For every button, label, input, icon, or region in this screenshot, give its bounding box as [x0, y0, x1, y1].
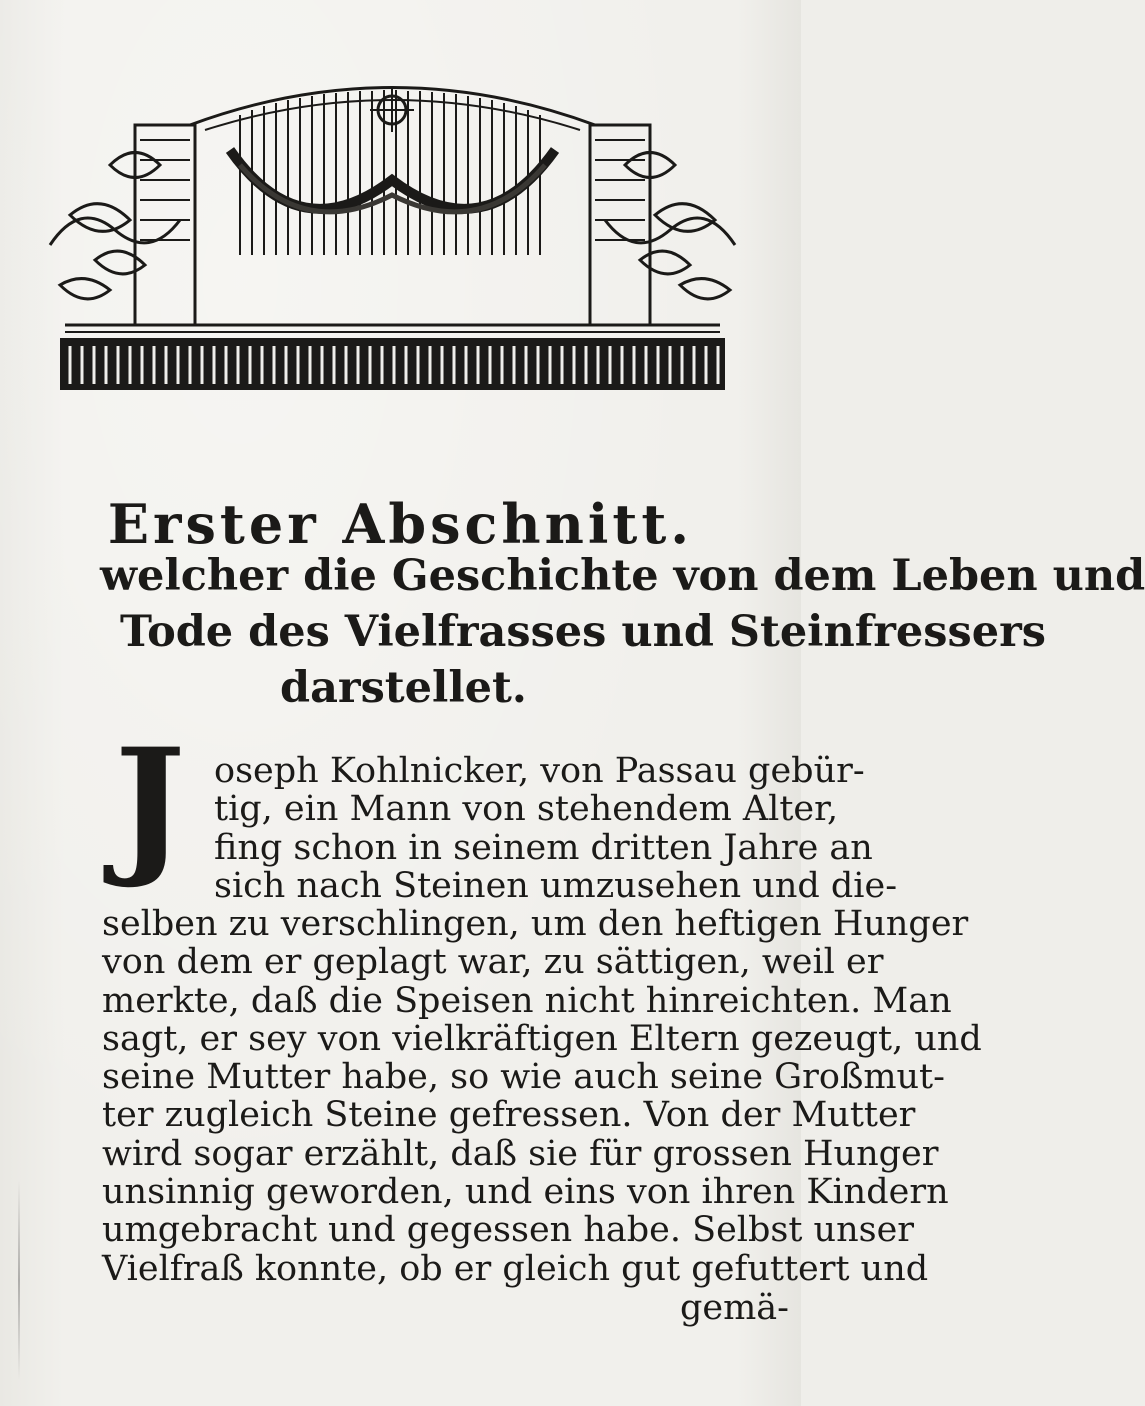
text-line: ter zugleich Steine gefressen. Von der Mutter — [102, 1095, 916, 1136]
drop-cap: J — [114, 716, 186, 892]
text-line: selben zu verschlingen, um den heftigen Hunger — [102, 904, 969, 944]
text-line: Vielfraß konnte, ob er gleich gut gefuttert und — [102, 1248, 929, 1289]
section-subtitle — [100, 548, 1145, 716]
text-line: tig, ein Mann von stehendem Alter, — [214, 789, 839, 830]
text-line: umgebracht und gegessen habe. Selbst unser — [102, 1210, 915, 1251]
text-line: sagt, er sey von vielkräftigen Eltern gezeugt, und — [102, 1018, 982, 1059]
section-heading: Erster Abschnitt. — [107, 492, 694, 556]
text-line: seine Mutter habe, so wie auch seine Großmut- — [102, 1057, 945, 1098]
text-line: fing schon in seinem dritten Jahre an — [214, 827, 873, 868]
subtitle-line: welcher die Geschichte von dem Leben und — [100, 551, 1145, 601]
subtitle-line: Tode des Vielfrasses und Steinfressers — [120, 607, 1046, 657]
text-line: sich nach Steinen umzusehen und die- — [214, 865, 898, 906]
text-line: unsinnig geworden, und eins von ihren Kindern — [102, 1172, 949, 1213]
text-line: oseph Kohlnicker, von Passau gebür- — [214, 751, 865, 791]
text-line: merkte, daß die Speisen nicht hinreichten. Man — [102, 980, 952, 1021]
headpiece-ornament — [40, 70, 745, 395]
subtitle-line: darstellet. — [280, 663, 527, 713]
text-line: von dem er geplagt war, zu sättigen, weil er — [102, 942, 884, 983]
catchword: gemä- — [680, 1288, 789, 1328]
page-edge-shadow — [18, 1180, 20, 1380]
body-text-indented — [214, 751, 898, 906]
body-text — [102, 904, 982, 1289]
text-line: wird sogar erzählt, daß sie für grossen Hunger — [102, 1133, 939, 1174]
